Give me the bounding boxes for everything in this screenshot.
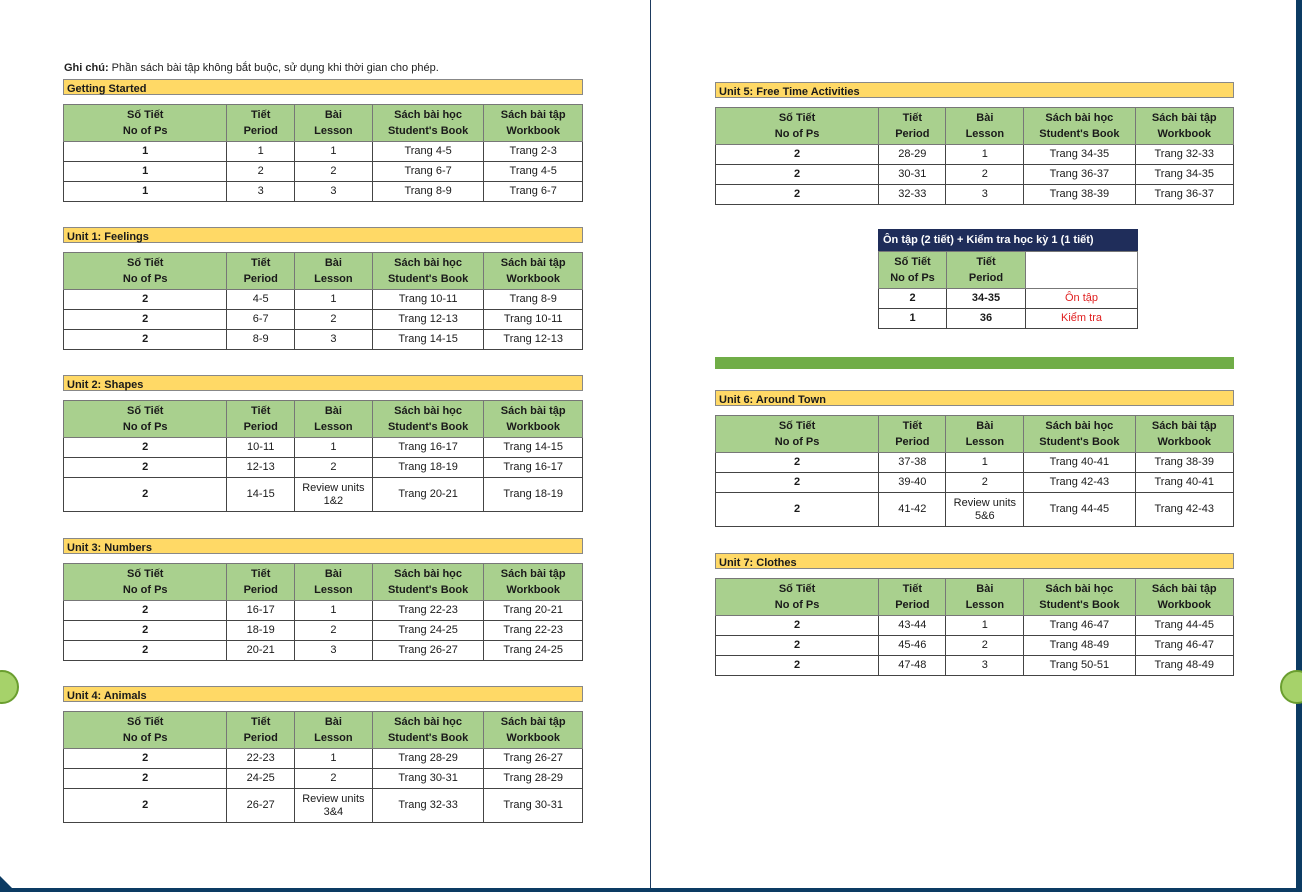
col-header: Số Tiết No of Ps — [716, 108, 879, 145]
col-header: Tiết Period — [227, 253, 294, 290]
table-row — [716, 473, 1234, 493]
table-row — [716, 185, 1234, 205]
cell-ps: 2 — [716, 165, 879, 185]
col-header: Sách bài tập Workbook — [1135, 108, 1233, 145]
unit-table — [63, 104, 583, 202]
unit-section — [715, 553, 1234, 676]
col-header: Số Tiết No of Ps — [716, 416, 879, 453]
col-header: Bài Lesson — [294, 564, 372, 601]
col-header: Bài Lesson — [946, 108, 1024, 145]
col-header: Sách bài tập Workbook — [484, 564, 583, 601]
col-header: Sách bài tập Workbook — [484, 253, 583, 290]
cell-lesson: Review units 3&4 — [294, 789, 372, 823]
table-row — [64, 458, 583, 478]
cell-lesson: 1 — [294, 142, 372, 162]
unit-title: Getting Started — [63, 79, 583, 95]
cell-student-book: Trang 20-21 — [372, 478, 484, 512]
table-row — [64, 142, 583, 162]
unit-title: Unit 3: Numbers — [63, 538, 583, 554]
cell-workbook: Trang 18-19 — [484, 478, 583, 512]
unit-title: Unit 1: Feelings — [63, 227, 583, 243]
cell-student-book: Trang 38-39 — [1024, 185, 1135, 205]
cell-ps: 2 — [64, 621, 227, 641]
cell-period: 8-9 — [227, 330, 294, 350]
cell-student-book: Trang 22-23 — [372, 601, 484, 621]
cell-student-book: Trang 10-11 — [372, 290, 484, 310]
cell-period: 14-15 — [227, 478, 294, 512]
cell-period: 6-7 — [227, 310, 294, 330]
col-header: Số Tiết No of Ps — [716, 579, 879, 616]
cell-workbook: Trang 48-49 — [1135, 656, 1233, 676]
cell-workbook: Trang 28-29 — [484, 769, 583, 789]
table-row — [64, 330, 583, 350]
cell-ps: 2 — [64, 749, 227, 769]
cell-period: 18-19 — [227, 621, 294, 641]
col-header: Số Tiết No of Ps — [64, 712, 227, 749]
col-header: Sách bài tập Workbook — [484, 712, 583, 749]
col-header: Số Tiết No of Ps — [64, 401, 227, 438]
table-row — [716, 453, 1234, 473]
cell-period: 47-48 — [879, 656, 946, 676]
cell-lesson: 2 — [294, 458, 372, 478]
col-header: Bài Lesson — [294, 105, 372, 142]
cell-period: 39-40 — [879, 473, 946, 493]
cell-workbook: Trang 34-35 — [1135, 165, 1233, 185]
cell-student-book: Trang 6-7 — [372, 162, 484, 182]
cell-student-book: Trang 28-29 — [372, 749, 484, 769]
table-row — [64, 310, 583, 330]
table-row — [879, 289, 1138, 309]
cell-ps: 2 — [716, 185, 879, 205]
cell-ps: 2 — [64, 769, 227, 789]
cell-ps: 2 — [64, 330, 227, 350]
col-header: Tiết Period — [879, 579, 946, 616]
cell-lesson: Review units 1&2 — [294, 478, 372, 512]
cell-period: 45-46 — [879, 636, 946, 656]
cell-workbook: Trang 6-7 — [484, 182, 583, 202]
cell-workbook: Trang 32-33 — [1135, 145, 1233, 165]
cell-lesson: 1 — [946, 616, 1024, 636]
cell-ps: 2 — [716, 145, 879, 165]
col-header: Bài Lesson — [294, 401, 372, 438]
note-text: Phần sách bài tập không bắt buộc, sử dụng khi thời gian cho phép. — [108, 62, 439, 74]
cell-workbook: Trang 12-13 — [484, 330, 583, 350]
cell-lesson: 2 — [294, 621, 372, 641]
cell-activity: Kiểm tra — [1026, 309, 1138, 329]
right-edge — [1296, 0, 1302, 892]
col-header: Bài Lesson — [946, 416, 1024, 453]
col-header: Bài Lesson — [946, 579, 1024, 616]
bottom-edge — [0, 888, 1302, 892]
review-col-period: Tiết Period — [947, 252, 1026, 289]
unit-section — [63, 79, 583, 202]
unit-title: Unit 6: Around Town — [715, 390, 1234, 406]
cell-ps: 2 — [716, 616, 879, 636]
unit-section — [63, 227, 583, 350]
review-section — [878, 229, 1138, 329]
col-header: Tiết Period — [879, 416, 946, 453]
cell-workbook: Trang 8-9 — [484, 290, 583, 310]
cell-student-book: Trang 12-13 — [372, 310, 484, 330]
col-header: Sách bài tập Workbook — [484, 401, 583, 438]
cell-student-book: Trang 14-15 — [372, 330, 484, 350]
cell-workbook: Trang 14-15 — [484, 438, 583, 458]
cell-student-book: Trang 48-49 — [1024, 636, 1135, 656]
unit-section — [63, 686, 583, 823]
cell-workbook: Trang 24-25 — [484, 641, 583, 661]
unit-section — [715, 390, 1234, 527]
cell-student-book: Trang 44-45 — [1024, 493, 1135, 527]
cell-ps: 2 — [716, 636, 879, 656]
cell-workbook: Trang 30-31 — [484, 789, 583, 823]
table-row — [64, 182, 583, 202]
table-row — [879, 309, 1138, 329]
cell-ps: 1 — [64, 142, 227, 162]
cell-period: 10-11 — [227, 438, 294, 458]
cell-student-book: Trang 18-19 — [372, 458, 484, 478]
table-row — [64, 290, 583, 310]
unit-table — [715, 578, 1234, 676]
cell-period: 41-42 — [879, 493, 946, 527]
cell-period: 12-13 — [227, 458, 294, 478]
cell-student-book: Trang 30-31 — [372, 769, 484, 789]
cell-lesson: 3 — [294, 641, 372, 661]
col-header: Tiết Period — [227, 401, 294, 438]
cell-period: 1 — [227, 142, 294, 162]
col-header: Sách bài học Student's Book — [372, 253, 484, 290]
cell-workbook: Trang 38-39 — [1135, 453, 1233, 473]
cell-ps: 2 — [64, 641, 227, 661]
col-header: Sách bài học Student's Book — [372, 401, 484, 438]
col-header: Bài Lesson — [294, 253, 372, 290]
table-row — [64, 769, 583, 789]
table-row — [64, 641, 583, 661]
col-header: Tiết Period — [227, 712, 294, 749]
cell-workbook: Trang 2-3 — [484, 142, 583, 162]
review-table — [878, 251, 1138, 329]
cell-period: 16-17 — [227, 601, 294, 621]
cell-student-book: Trang 4-5 — [372, 142, 484, 162]
cell-period: 34-35 — [947, 289, 1026, 309]
table-row — [716, 145, 1234, 165]
unit-table — [715, 415, 1234, 527]
cell-lesson: 3 — [294, 182, 372, 202]
table-row — [64, 162, 583, 182]
cell-student-book: Trang 8-9 — [372, 182, 484, 202]
note — [64, 62, 439, 74]
cell-ps: 2 — [64, 478, 227, 512]
cell-period: 32-33 — [879, 185, 946, 205]
cell-lesson: 1 — [294, 749, 372, 769]
cell-workbook: Trang 36-37 — [1135, 185, 1233, 205]
cell-student-book: Trang 16-17 — [372, 438, 484, 458]
section-divider — [715, 357, 1234, 369]
col-header: Bài Lesson — [294, 712, 372, 749]
table-row — [64, 438, 583, 458]
cell-student-book: Trang 26-27 — [372, 641, 484, 661]
cell-activity: Ôn tập — [1026, 289, 1138, 309]
col-header: Sách bài học Student's Book — [1024, 108, 1135, 145]
cell-lesson: 1 — [294, 290, 372, 310]
cell-workbook: Trang 26-27 — [484, 749, 583, 769]
table-row — [64, 749, 583, 769]
cell-student-book: Trang 34-35 — [1024, 145, 1135, 165]
cell-ps: 1 — [64, 162, 227, 182]
col-header: Sách bài tập Workbook — [1135, 416, 1233, 453]
unit-table — [715, 107, 1234, 205]
cell-lesson: 2 — [946, 473, 1024, 493]
cell-period: 30-31 — [879, 165, 946, 185]
cell-lesson: 3 — [946, 656, 1024, 676]
table-row — [716, 165, 1234, 185]
cell-workbook: Trang 46-47 — [1135, 636, 1233, 656]
col-header: Tiết Period — [227, 105, 294, 142]
cell-period: 3 — [227, 182, 294, 202]
unit-table — [63, 400, 583, 512]
unit-title: Unit 5: Free Time Activities — [715, 82, 1234, 98]
col-header: Sách bài tập Workbook — [484, 105, 583, 142]
cell-ps: 2 — [716, 473, 879, 493]
unit-title: Unit 2: Shapes — [63, 375, 583, 391]
col-header: Sách bài học Student's Book — [1024, 579, 1135, 616]
unit-title: Unit 7: Clothes — [715, 553, 1234, 569]
cell-workbook: Trang 4-5 — [484, 162, 583, 182]
review-col-activity — [1026, 252, 1138, 289]
table-row — [716, 493, 1234, 527]
cell-period: 2 — [227, 162, 294, 182]
cell-workbook: Trang 40-41 — [1135, 473, 1233, 493]
unit-section — [63, 538, 583, 661]
cell-ps: 1 — [879, 309, 947, 329]
cell-lesson: 1 — [946, 145, 1024, 165]
col-header: Sách bài học Student's Book — [372, 105, 484, 142]
cell-lesson: 1 — [946, 453, 1024, 473]
cell-period: 28-29 — [879, 145, 946, 165]
cell-workbook: Trang 20-21 — [484, 601, 583, 621]
cell-ps: 2 — [64, 290, 227, 310]
note-label: Ghi chú: — [64, 62, 109, 74]
cell-ps: 2 — [716, 493, 879, 527]
cell-period: 36 — [947, 309, 1026, 329]
cell-period: 20-21 — [227, 641, 294, 661]
col-header: Sách bài học Student's Book — [372, 712, 484, 749]
cell-lesson: 1 — [294, 438, 372, 458]
col-header: Sách bài học Student's Book — [372, 564, 484, 601]
cell-ps: 2 — [879, 289, 947, 309]
review-col-ps: Số Tiết No of Ps — [879, 252, 947, 289]
cell-student-book: Trang 50-51 — [1024, 656, 1135, 676]
cell-student-book: Trang 36-37 — [1024, 165, 1135, 185]
cell-ps: 2 — [716, 656, 879, 676]
col-header: Số Tiết No of Ps — [64, 105, 227, 142]
cell-lesson: 1 — [294, 601, 372, 621]
cell-lesson: 2 — [294, 769, 372, 789]
table-row — [64, 601, 583, 621]
cell-period: 4-5 — [227, 290, 294, 310]
table-row — [64, 621, 583, 641]
unit-section — [715, 82, 1234, 205]
unit-table — [63, 711, 583, 823]
cell-student-book: Trang 40-41 — [1024, 453, 1135, 473]
cell-lesson: 3 — [946, 185, 1024, 205]
cell-student-book: Trang 32-33 — [372, 789, 484, 823]
col-header: Số Tiết No of Ps — [64, 564, 227, 601]
cell-workbook: Trang 16-17 — [484, 458, 583, 478]
cell-workbook: Trang 44-45 — [1135, 616, 1233, 636]
table-row — [716, 616, 1234, 636]
cell-ps: 2 — [716, 453, 879, 473]
table-row — [716, 636, 1234, 656]
cell-ps: 2 — [64, 310, 227, 330]
cell-period: 22-23 — [227, 749, 294, 769]
col-header: Tiết Period — [227, 564, 294, 601]
cell-lesson: 2 — [946, 165, 1024, 185]
cell-lesson: 2 — [294, 310, 372, 330]
cell-period: 24-25 — [227, 769, 294, 789]
cell-lesson: 3 — [294, 330, 372, 350]
page-corner — [0, 876, 16, 892]
unit-title: Unit 4: Animals — [63, 686, 583, 702]
review-title: Ôn tập (2 tiết) + Kiểm tra học kỳ 1 (1 tiết) — [878, 229, 1138, 251]
cell-ps: 2 — [64, 458, 227, 478]
cell-ps: 2 — [64, 438, 227, 458]
cell-lesson: 2 — [946, 636, 1024, 656]
cell-lesson: 2 — [294, 162, 372, 182]
unit-table — [63, 563, 583, 661]
table-row — [64, 478, 583, 512]
cell-workbook: Trang 42-43 — [1135, 493, 1233, 527]
cell-ps: 2 — [64, 789, 227, 823]
col-header: Tiết Period — [879, 108, 946, 145]
col-header: Sách bài học Student's Book — [1024, 416, 1135, 453]
cell-ps: 2 — [64, 601, 227, 621]
cell-period: 37-38 — [879, 453, 946, 473]
cell-student-book: Trang 24-25 — [372, 621, 484, 641]
unit-section — [63, 375, 583, 512]
cell-lesson: Review units 5&6 — [946, 493, 1024, 527]
table-row — [716, 656, 1234, 676]
cell-student-book: Trang 46-47 — [1024, 616, 1135, 636]
col-header: Sách bài tập Workbook — [1135, 579, 1233, 616]
unit-table — [63, 252, 583, 350]
cell-period: 26-27 — [227, 789, 294, 823]
cell-student-book: Trang 42-43 — [1024, 473, 1135, 493]
cell-workbook: Trang 10-11 — [484, 310, 583, 330]
table-row — [64, 789, 583, 823]
cell-ps: 1 — [64, 182, 227, 202]
col-header: Số Tiết No of Ps — [64, 253, 227, 290]
cell-period: 43-44 — [879, 616, 946, 636]
cell-workbook: Trang 22-23 — [484, 621, 583, 641]
